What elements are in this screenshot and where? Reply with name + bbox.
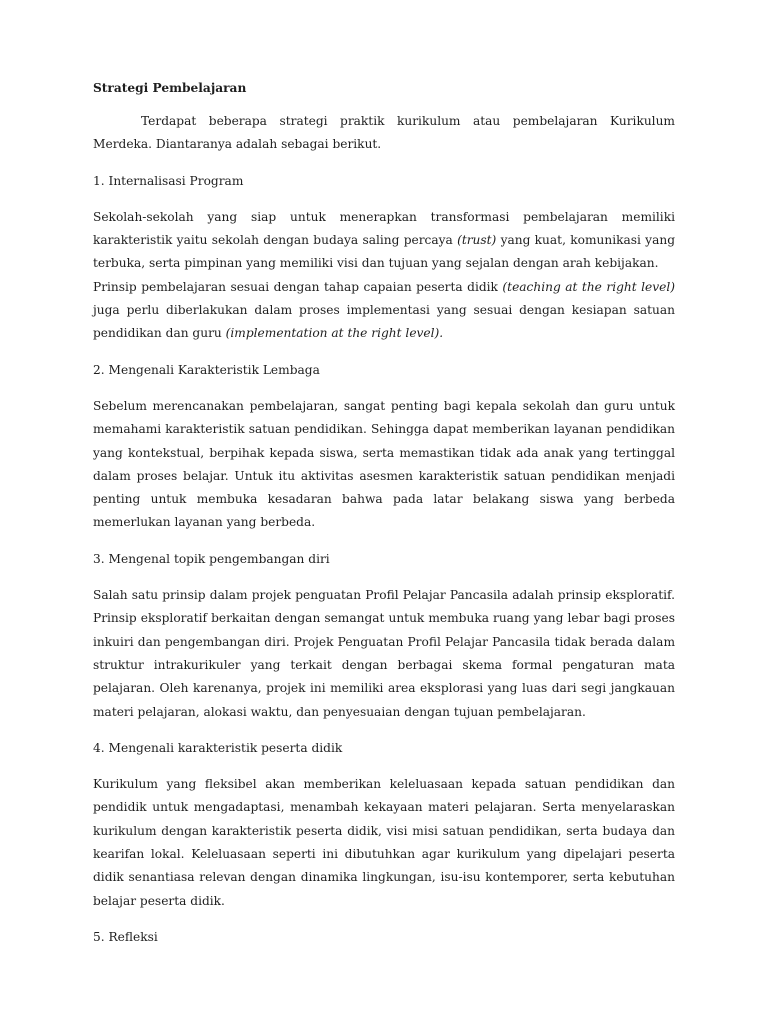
document-title: Strategi Pembelajaran — [93, 81, 247, 95]
intro-paragraph: Terdapat beberapa strategi praktik kurikulum atau pembelajaran Kurikulum Merdeka. Diantaranya adalah sebagai berikut. — [93, 114, 675, 152]
section-3-paragraph: Salah satu prinsip dalam projek penguatan Profil Pelajar Pancasila adalah prinsip eksploratif. Prinsip eksploratif berkaitan dengan semangat untuk membuka ruang yang lebar bagi proses inkuiri dan pengembangan diri. Projek Penguatan Profil Pelajar Pancasila tidak berada dalam struktur intrakurikuler yang terkait dengan berbagai skema formal pengaturan mata pelajaran. Oleh karenanya, projek ini memiliki area eksplorasi yang luas dari segi jangkauan materi pelajaran, alokasi waktu, dan penyesuaian dengan tujuan pembelajaran. — [93, 588, 675, 719]
section-heading-3: 3. Mengenal topik pengembangan diri — [93, 551, 330, 566]
section-1-p2-text-a: Prinsip pembelajaran sesuai dengan tahap capaian peserta didik — [93, 279, 503, 294]
section-1-p2-term-implementation: (implementation at the right level). — [225, 326, 444, 341]
section-heading-1: 1. Internalisasi Program — [93, 173, 244, 188]
section-1-p1-text-a: Sekolah-sekolah yang siap untuk menerapkan transformasi pembelajaran memiliki karakteristik yaitu sekolah dengan budaya saling percaya — [93, 209, 675, 248]
section-1-p2-term-teaching: (teaching at the right level) — [502, 279, 675, 294]
section-1-p1-text-c: yang kuat, komunikasi yang terbuka, serta pimpinan yang memiliki visi dan tujuan yang sejalan dengan arah kebijakan. — [93, 233, 675, 271]
section-heading-2: 2. Mengenali Karakteristik Lembaga — [93, 362, 320, 377]
section-heading-4: 4. Mengenali karakteristik peserta didik — [93, 740, 343, 755]
section-1-p1-term-trust: (trust) — [457, 233, 497, 248]
section-1-paragraph-1 — [93, 206, 675, 276]
section-1-paragraph-2 — [93, 276, 675, 346]
section-2-paragraph: Sebelum merencanakan pembelajaran, sangat penting bagi kepala sekolah dan guru untuk memahami karakteristik satuan pendidikan. Sehingga dapat memberikan layanan pendidikan yang kontekstual, berpihak kepada siswa, serta memastikan tidak ada anak yang tertinggal dalam proses belajar. Untuk itu aktivitas asesmen karakteristik satuan pendidikan menjadi penting untuk membuka kesadaran bahwa pada latar belakang siswa yang berbeda memerlukan layanan yang berbeda. — [93, 398, 675, 530]
section-4-paragraph: Kurikulum yang fleksibel akan memberikan keleluasaan kepada satuan pendidikan dan pendidik untuk mengadaptasi, menambah kekayaan materi pelajaran. Serta menyelaraskan kurikulum dengan karakteristik peserta didik, visi misi satuan pendidikan, serta budaya dan kearifan lokal. Keleluasaan seperti ini dibutuhkan agar kurikulum yang dipelajari peserta didik senantiasa relevan dengan dinamika lingkungan, isu-isu kontemporer, serta kebutuhan belajar peserta didik. — [93, 777, 675, 908]
document-content — [93, 74, 675, 949]
section-1-p2-text-c: juga perlu diberlakukan dalam proses implementasi yang sesuai dengan kesiapan satuan pendidikan dan guru — [93, 303, 675, 341]
section-heading-5: 5. Refleksi — [93, 929, 158, 944]
